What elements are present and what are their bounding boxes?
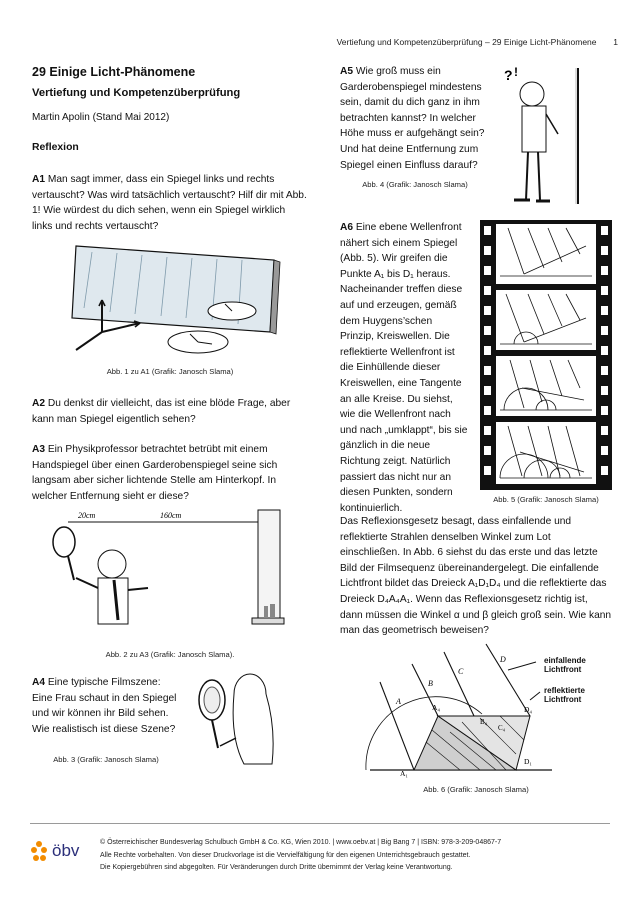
publisher-logo-text: öbv (52, 841, 80, 860)
task-a3-label: A3 (32, 444, 46, 455)
figure-3-woman-mirror (188, 668, 278, 778)
fig6-label-d1: D₁ (524, 757, 533, 766)
fig6-label-d4: D₄ (524, 705, 533, 714)
footer-line-1: © Österreichischer Bundesverlag Schulbuch GmbH & Co. KG, Wien 2010. | www.oebv.at | Big Bang 7 | ISBN: 978-3-209-04867-7 (100, 839, 502, 846)
task-a5-text: Wie groß muss ein Garderobenspiegel mindestens sein, damit du dich ganz in ihm betrachten kannst? In welcher Höhe muss er aufgehängt sein? Und hat deine Entfernung zum Spiegel einen Einfluss darauf? (340, 66, 485, 171)
figure-2-professor (40, 508, 290, 643)
figure-2-caption: Abb. 2 zu A3 (Grafik: Janosch Slama). (105, 650, 235, 659)
task-a4 (32, 675, 180, 737)
figure-5-caption: Abb. 5 (Grafik: Janosch Slama) (493, 495, 599, 504)
fig6-label-c: C (458, 667, 464, 676)
fig6-annotation-in: einfallende Lichtfront (544, 656, 586, 674)
footer-line-2: Alle Rechte vorbehalten. Von dieser Druckvorlage ist die Vervielfältigung für den eigenen Unterrichtsgebrauch gestattet. (100, 851, 471, 859)
task-a3-text: Ein Physikprofessor betrachtet betrübt mit einem Handspiegel über einen Garderobenspiegel seine sich langsam aber sicher lichtende Stelle am Hinterkopf. In welcher Entfernung sieht er diese? (32, 444, 278, 502)
fig2-label-20cm: 20cm (78, 511, 96, 520)
task-a5-label: A5 (340, 66, 354, 77)
task-a1-label: A1 (32, 174, 46, 185)
author: Martin Apolin (Stand Mai 2012) (32, 112, 170, 123)
footer-divider (30, 823, 610, 824)
task-a2 (32, 396, 308, 427)
page-number: 1 (613, 37, 618, 47)
fig6-label-a1: A₁ (400, 769, 409, 778)
task-a6-label: A6 (340, 222, 354, 233)
section-heading: Reflexion (32, 142, 79, 153)
svg-text:?: ? (504, 67, 513, 83)
page-title: 29 Einige Licht-Phänomene (32, 65, 196, 79)
figure-1-caption: Abb. 1 zu A1 (Grafik: Janosch Slama) (106, 367, 234, 376)
fig6-label-a: A (396, 697, 401, 706)
figure-6-caption: Abb. 6 (Grafik: Janosch Slama) (423, 785, 529, 794)
figure-5-filmstrip (480, 220, 612, 490)
figure-1-mirror (62, 238, 282, 358)
fig6-label-b4: B₄ (480, 718, 488, 726)
task-a6-text: Eine ebene Wellenfront nähert sich einem Spiegel (Abb. 5). Wir greifen die Punkte A₁ bis D₁ heraus. Nacheinander treffen diese auf und erzeugen, gemäß dem Huygens’schen Prinzip, Kreiswellen. Die reflektierte Wellenfront ist die Einhüllende dieser Kreiswellen, eine Tangente an alle Kreise. Du siehst, wie die Wellenfront nach und nach „umklappt“, bis sie gänzlich in die neue Richtung zeigt. Natürlich passiert das nicht nur an diesen Punkten, sondern kontinuierlich. (340, 222, 468, 514)
fig6-label-a4: A₄ (432, 703, 441, 712)
task-a6-continued: Das Reflexionsgesetz besagt, dass einfallende und reflektierte Strahlen denselben Winkel zum Lot einschließen. In Abb. 6 siehst du das erste und das letzte Bild der Filmsequenz übereinandergelegt. Die einfallende Lichtfront bildet das Dreieck A₁D₁D₄ und die reflektierte das Dreieck D₄A₄A₁. Wenn das Reflexionsgesetz richtig ist, dann müssen die Winkel α und β gleich groß sein. Wie kann man das geometrisch beweisen? (340, 516, 612, 637)
task-a4-label: A4 (32, 677, 46, 688)
publisher-logo (30, 834, 92, 867)
figure-4-boy (500, 64, 596, 212)
footer-line-3: Die Kopiergebühren sind abgegolten. Für Veränderungen durch Dritte übernimmt der Verlag keine Verantwortung. (100, 864, 453, 871)
fig6-label-b: B (428, 679, 433, 688)
page-subtitle: Vertiefung und Kompetenzüberprüfung (32, 87, 241, 99)
fig2-label-160cm: 160cm (160, 511, 182, 520)
task-a2-label: A2 (32, 398, 46, 409)
task-a5 (340, 64, 490, 173)
task-a4-text: Eine typische Filmszene: Eine Frau schaut in den Spiegel und wir können ihr Bild sehen. Wie realistisch ist diese Szene? (32, 677, 177, 735)
running-title: Vertiefung und Kompetenzüberprüfung – 29 Einige Licht-Phänomene (336, 37, 597, 47)
task-a6 (340, 220, 468, 516)
task-a3 (32, 442, 308, 504)
svg-text:!: ! (514, 65, 518, 79)
task-a1 (32, 172, 308, 234)
figure-4-caption: Abb. 4 (Grafik: Janosch Slama) (362, 180, 468, 189)
fig6-label-d: D (500, 655, 506, 664)
running-header (337, 37, 618, 47)
fig6-label-c4: C₄ (498, 724, 506, 732)
footer-text (100, 837, 501, 875)
figure-3-caption: Abb. 3 (Grafik: Janosch Slama) (53, 755, 159, 764)
task-a1-text: Man sagt immer, dass ein Spiegel links und rechts vertauscht? Was wird tatsächlich vertauscht? Hilf dir mit Abb. 1! Wie würdest du dich sehen, wenn ein Spiegel wirklich links und rechts vertauscht? (32, 174, 307, 232)
fig6-annotation-out: reflektierte Lichtfront (544, 686, 585, 704)
task-a2-text: Du denkst dir vielleicht, das ist eine blöde Frage, aber kann man Spiegel eigentlich sehen? (32, 398, 291, 425)
